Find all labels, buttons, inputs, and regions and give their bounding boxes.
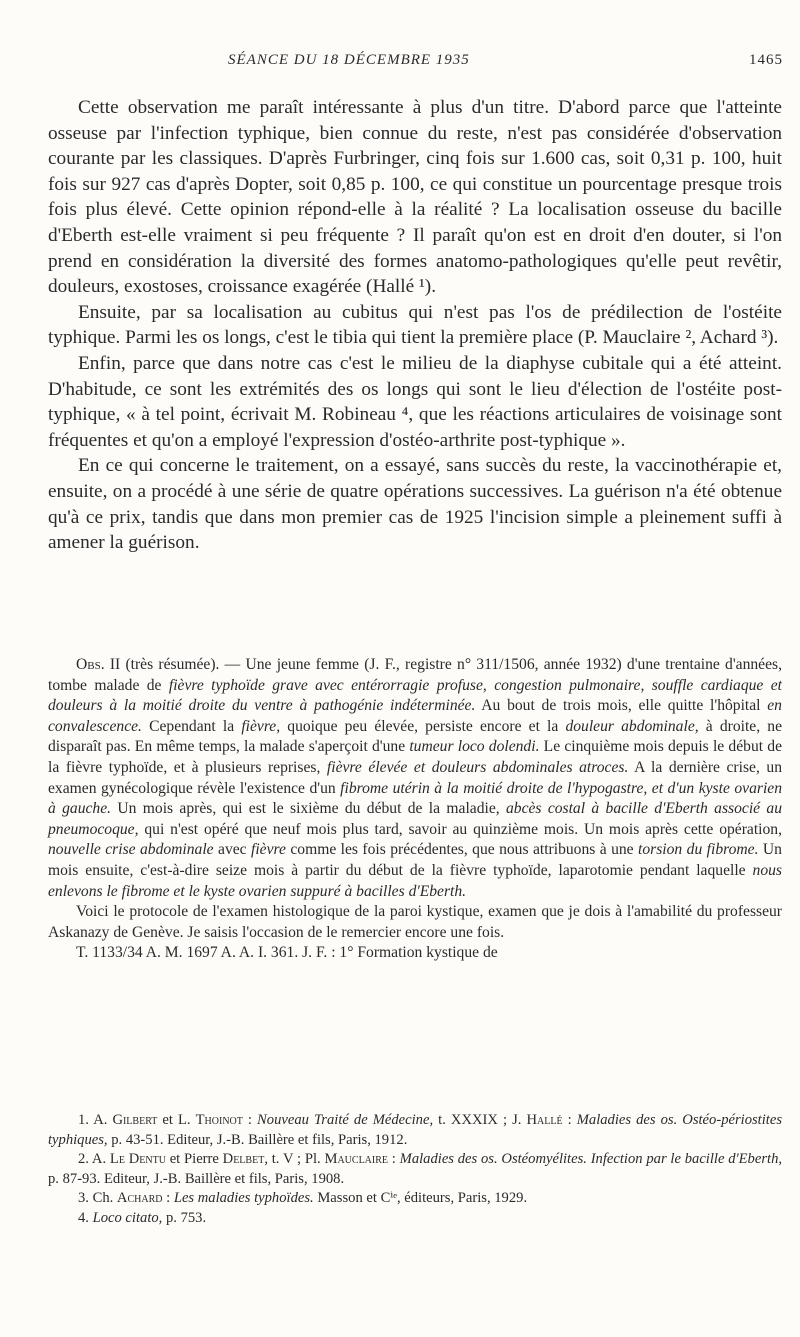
observation-text: Un mois ensuite, c'est-à-dire seize mois à partir du début de la fièvre typhoïde, laparotomie pendant laquelle	[48, 841, 782, 879]
author-name: Hallé	[526, 1112, 563, 1128]
observation-italic: fièvre	[251, 841, 286, 859]
observation-text: (très résumée). — Une jeune femme (J. F., registre n° 311/1506, année 1932) d'une trentaine d'années, tombe malade de	[48, 656, 782, 694]
observation-text: avec	[213, 841, 252, 859]
footnote-1	[48, 1111, 782, 1150]
observation-section	[48, 655, 782, 964]
observation-text: Au bout de trois mois, elle quitte l'hôpital	[475, 697, 768, 715]
observation-italic: fièvre,	[241, 717, 281, 735]
page-header	[48, 52, 783, 74]
author-name: Le Dentu	[109, 1151, 166, 1167]
footnote-2	[48, 1150, 782, 1189]
author-name: Thoinot	[195, 1112, 243, 1128]
observation-italic: douleur abdominale,	[565, 717, 699, 735]
work-title: Maladies des os. Ostéomyélites. Infection par le bacille d'Eberth,	[399, 1151, 783, 1167]
footnote-text: 1. A.	[78, 1112, 113, 1128]
footnote-text: :	[242, 1112, 258, 1128]
footnote-text: Masson et Cⁱᵉ, éditeurs, Paris, 1929.	[313, 1190, 528, 1206]
footnote-text: et Pierre	[165, 1151, 223, 1167]
observation-paragraph: T. 1133/34 A. M. 1697 A. A. I. 361. J. F. : 1° Formation kystique de	[76, 944, 498, 962]
observation-text: A la dernière crise, un examen gynécologique révèle l'existence d'un	[48, 758, 783, 797]
footnote-text: p. 87-93. Editeur, J.-B. Baillère et fils, Paris, 1908.	[48, 1170, 345, 1187]
observation-text: Un mois après, qui est le sixième du début de la maladie,	[111, 800, 506, 818]
footnote-text: , t. V ; Pl.	[264, 1151, 325, 1167]
observation-italic: nous enlevons le fibrome et le kyste ovarien suppuré à bacilles d'Eberth.	[48, 861, 782, 900]
footnote-4	[48, 1209, 782, 1229]
observation-italic: fibrome utérin à la moitié droite de l'hypogastre, et d'un kyste ovarien à gauche.	[48, 779, 782, 818]
author-name: Achard	[116, 1190, 163, 1206]
work-title: Loco citato,	[92, 1209, 163, 1226]
observation-italic: fièvre typhoïde grave avec entérorragie profuse, congestion pulmonaire, souffle cardiaque et douleurs à la moitié droite du ventre à pathogénie indéterminée.	[48, 676, 782, 715]
paragraph: En ce qui concerne le traitement, on a essayé, sans succès du reste, la vaccinothérapie et, ensuite, on a procédé à une série de quatre opérations successives. La guérison n'a été obtenue qu'à ce prix, tandis que dans mon premier cas de 1925 l'incision simple a pleinement suffi à amener la guérison.	[48, 455, 782, 554]
paragraph: Ensuite, par sa localisation au cubitus qui n'est pas l'os de prédilection de l'ostéite typhique. Parmi les os longs, c'est le tibia qui tient la première place (P. Mauclaire ², Achard ³).	[48, 301, 782, 349]
footnote-text: et L.	[157, 1112, 196, 1128]
page-number: 1465	[749, 52, 783, 68]
footnote-text: :	[388, 1151, 400, 1167]
observation-paragraph	[48, 655, 782, 902]
paragraph: Enfin, parce que dans notre cas c'est le milieu de la diaphyse cubitale qui a été atteint. D'habitude, ce sont les extrémités des os longs qui sont le lieu d'élection de l'ostéite post-typhique, « à tel point, écrivait M. Robineau ⁴, que les réactions articulaires de voisinage sont fréquentes et qu'on a employé l'expression d'ostéo-arthrite post-typhique ».	[48, 352, 782, 451]
observation-text: quoique peu élevée, persiste encore et la	[280, 717, 566, 735]
work-title: Maladies des os. Ostéo-périostites typhiques,	[48, 1112, 782, 1148]
work-title: Les maladies typhoïdes.	[173, 1190, 314, 1206]
observation-italic: en convalescence.	[48, 697, 782, 735]
paragraph: Cette observation me paraît intéressante à plus d'un titre. D'abord parce que l'atteinte osseuse par l'infection typhique, bien connue du reste, n'est pas considérée d'observation courante par les classiques. D'après Furbringer, cinq fois sur 1.600 cas, soit 0,31 p. 100, huit fois sur 927 cas d'après Dopter, soit 0,85 p. 100, ce qui constitue un pourcentage presque trois fois plus élevé. Cette opinion répond-elle à la réalité ? La localisation osseuse du bacille d'Eberth est-elle vraiment si peu fréquente ? Il paraît qu'on est en droit d'en douter, si l'on prend en considération la diversité des formes anatomo-pathologiques qu'elle peut revêtir, douleurs, exostoses, croissance exagérée (Hallé ¹).	[48, 97, 782, 298]
observation-italic: abcès costal à bacille d'Eberth associé au pneumocoque,	[48, 800, 783, 838]
observation-text: Le cinquième mois depuis le début de la fièvre typhoïde, et à plusieurs reprises,	[48, 738, 782, 776]
author-name: Delbet	[222, 1151, 265, 1167]
footnote-text: t. XXXIX ; J.	[433, 1112, 527, 1128]
footnote-text: 3. Ch.	[78, 1190, 117, 1206]
footnote-3	[48, 1189, 782, 1209]
observation-text: comme les fois précédentes, que nous attribuons à une	[285, 841, 639, 859]
observation-text: qui n'est opéré que neuf mois plus tard, savoir au quinzième mois. Un mois après cette opération,	[138, 820, 782, 838]
observation-italic: nouvelle crise abdominale	[48, 841, 214, 859]
observation-italic: fièvre élevée et douleurs abdominales atroces.	[326, 758, 629, 776]
running-head: SÉANCE DU 18 DÉCEMBRE 1935	[228, 52, 470, 68]
footnote-text: p. 753.	[162, 1209, 207, 1226]
footnote-text: p. 43-51. Editeur, J.-B. Baillère et fils, Paris, 1912.	[107, 1131, 408, 1148]
observation-text: à droite, ne disparaît pas. En même temps, la malade s'aperçoit d'une	[48, 717, 782, 756]
observation-paragraph: Voici le protocole de l'examen histologique de la paroi kystique, examen que je dois à l'amabilité du professeur Askanazy de Genève. Je saisis l'occasion de le remercier encore une fois.	[48, 903, 782, 941]
author-name: Mauclaire	[324, 1151, 389, 1167]
author-name: Gilbert	[112, 1112, 158, 1128]
footnotes	[48, 1111, 782, 1228]
footnote-text: :	[162, 1190, 174, 1206]
observation-text: Cependant la	[141, 717, 242, 735]
footnote-text: 4.	[78, 1209, 93, 1226]
main-text	[48, 95, 782, 556]
footnote-text: :	[562, 1112, 577, 1128]
work-title: Nouveau Traité de Médecine,	[257, 1112, 434, 1128]
footnote-text: 2. A.	[78, 1151, 110, 1167]
observation-italic: tumeur loco dolendi.	[409, 738, 540, 756]
observation-italic: torsion du fibrome.	[638, 841, 759, 859]
observation-label: Obs. II	[76, 656, 121, 673]
